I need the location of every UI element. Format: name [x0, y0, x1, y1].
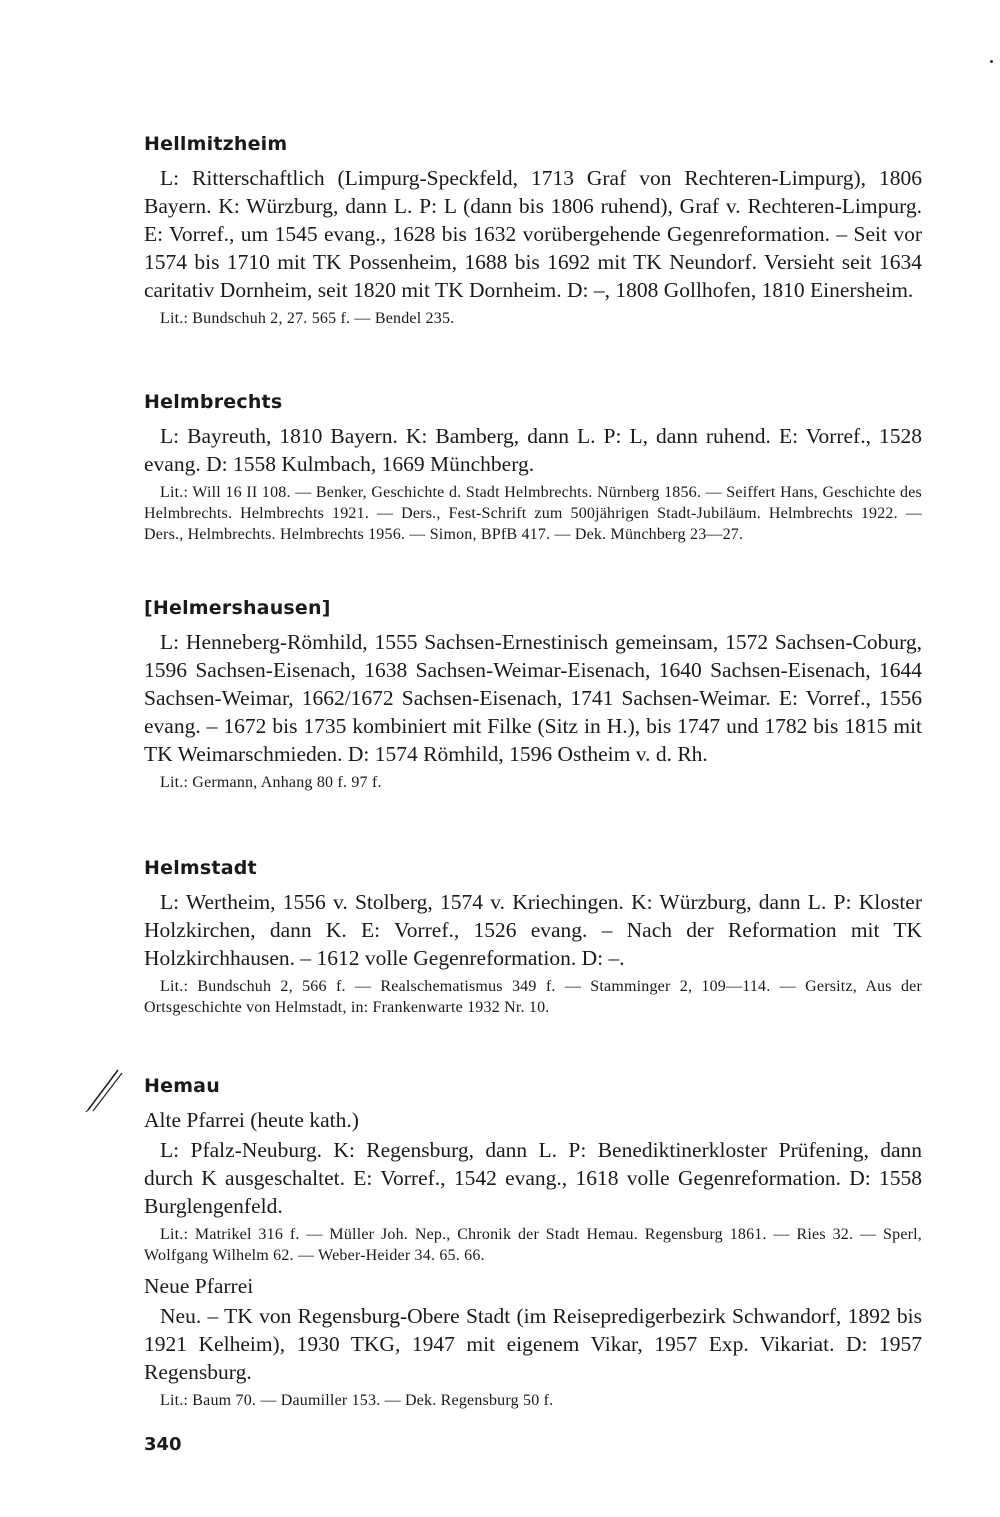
entry-literature: Lit.: Bundschuh 2, 27. 565 f. — Bendel 235. [160, 310, 455, 327]
corner-dot [990, 60, 993, 63]
entry-heading: [Helmershausen] [144, 597, 331, 619]
subsection-title: Neue Pfarrei [144, 1274, 254, 1298]
entry-hemau [144, 1074, 922, 1411]
entry-helmershausen [144, 596, 922, 793]
page-number: 340 [144, 1434, 182, 1455]
entry-body: L: Pfalz-Neuburg. K: Regensburg, dann L. P: Benediktinerkloster Prüfening, dann durch K ausgeschaltet. E: Vorref., 1542 evang., 1618 volle Gegenreformation. D: 1558 Burglengenfeld. [144, 1138, 922, 1218]
entry-literature: Lit.: Bundschuh 2, 566 f. — Realschematismus 349 f. — Stamminger 2, 109—114. — Gersitz, Aus der Ortsgeschichte von Helmstadt, in: Frankenwarte 1932 Nr. 10. [144, 978, 922, 1016]
entry-body: L: Wertheim, 1556 v. Stolberg, 1574 v. Kriechingen. K: Würzburg, dann L. P: Kloster Holzkirchen, dann K. E: Vorref., 1526 evang. – Nach der Reformation mit TK Holzkirchhausen. – 1612 volle Gegenreformation. D: –. [144, 890, 922, 970]
entry-heading: Hellmitzheim [144, 133, 288, 155]
pen-mark-icon [82, 1066, 126, 1114]
entry-literature: Lit.: Baum 70. — Daumiller 153. — Dek. Regensburg 50 f. [160, 1392, 554, 1409]
entry-body: L: Bayreuth, 1810 Bayern. K: Bamberg, dann L. P: L, dann ruhend. E: Vorref., 1528 evang. D: 1558 Kulmbach, 1669 Münchberg. [144, 424, 922, 476]
entry-body: L: Henneberg-Römhild, 1555 Sachsen-Ernestinisch gemeinsam, 1572 Sachsen-Coburg, 1596 Sachsen-Eisenach, 1638 Sachsen-Weimar-Eisenach, 1640 Sachsen-Eisenach, 1644 Sachsen-Weimar, 1662/1672 Sachsen-Eisenach, 1741 Sachsen-Weimar. E: Vorref., 1556 evang. – 1672 bis 1735 kombiniert mit Filke (Sitz in H.), bis 1747 und 1782 bis 1815 mit TK Weimarschmieden. D: 1574 Römhild, 1596 Ostheim v. d. Rh. [144, 630, 922, 766]
entry-body: Neu. – TK von Regensburg-Obere Stadt (im Reisepredigerbezirk Schwandorf, 1892 bis 1921 Kelheim), 1930 TKG, 1947 mit eigenem Vikar, 1957 Exp. Vikariat. D: 1957 Regensburg. [144, 1304, 922, 1384]
entry-helmstadt [144, 856, 922, 1018]
subsection-title: Alte Pfarrei (heute kath.) [144, 1108, 359, 1132]
entry-helmbrechts [144, 390, 922, 545]
entry-literature: Lit.: Matrikel 316 f. — Müller Joh. Nep., Chronik der Stadt Hemau. Regensburg 1861. — Ries 32. — Sperl, Wolfgang Wilhelm 62. — Weber-Heider 34. 65. 66. [144, 1226, 922, 1264]
entry-hellmitzheim [144, 132, 922, 329]
entry-literature: Lit.: Will 16 II 108. — Benker, Geschichte d. Stadt Helmbrechts. Nürnberg 1856. — Seiffert Hans, Geschichte des Helmbrechts. Helmbrechts 1921. — Ders., Fest-Schrift zum 500jährigen Stadt-Jubiläum. Helmbrechts 1922. — Ders., Helmbrechts. Helmbrechts 1956. — Simon, BPfB 417. — Dek. Münchberg 23—27. [144, 484, 922, 543]
entry-heading: Helmstadt [144, 857, 257, 879]
entry-literature: Lit.: Germann, Anhang 80 f. 97 f. [160, 774, 382, 791]
entry-heading: Helmbrechts [144, 391, 283, 413]
entry-body: L: Ritterschaftlich (Limpurg-Speckfeld, 1713 Graf von Rechteren-Limpurg), 1806 Bayern. K: Würzburg, dann L. P: L (dann bis 1806 ruhend), Graf v. Rechteren-Limpurg. E: Vorref., um 1545 evang., 1628 bis 1632 vorübergehende Gegenreformation. – Seit vor 1574 bis 1710 mit TK Possenheim, 1688 bis 1692 mit TK Neundorf. Versieht seit 1634 caritativ Dornheim, seit 1820 mit TK Dornheim. D: –, 1808 Gollhofen, 1810 Einersheim. [144, 166, 922, 302]
entry-heading: Hemau [144, 1075, 220, 1097]
